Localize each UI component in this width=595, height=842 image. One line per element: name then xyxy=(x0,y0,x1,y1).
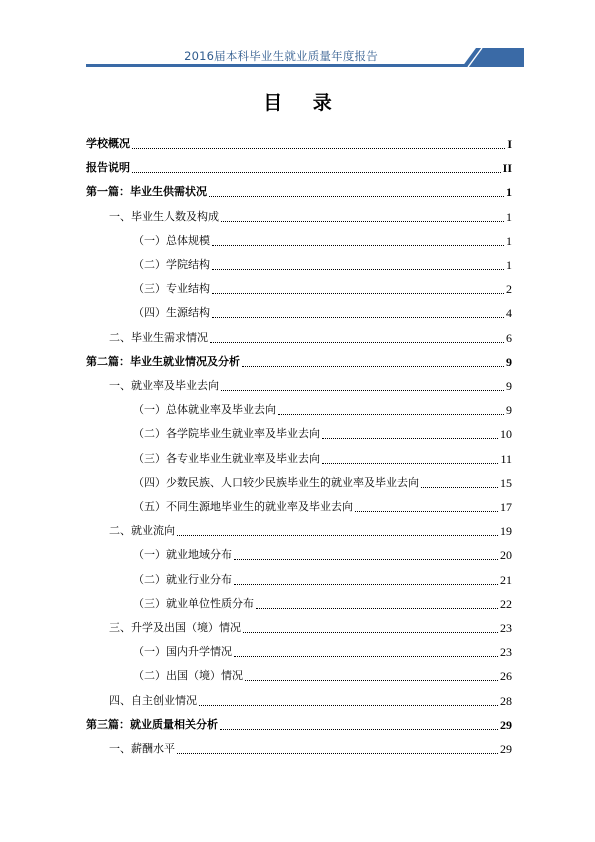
toc-entry[interactable] xyxy=(133,256,512,272)
toc-dot-leader xyxy=(212,293,504,294)
toc-dot-leader xyxy=(132,172,501,173)
toc-page-number: 1 xyxy=(506,209,512,224)
toc-page-number: 29 xyxy=(500,742,512,756)
toc-dot-leader xyxy=(199,705,498,706)
toc-entry[interactable] xyxy=(109,522,512,538)
toc-entry-label: （五）不同生源地毕业生的就业率及毕业去向 xyxy=(133,500,353,513)
toc-entry[interactable] xyxy=(133,401,512,417)
toc-entry-label: （四）生源结构 xyxy=(133,306,210,320)
toc-dot-leader xyxy=(256,608,498,609)
toc-page-number: 1 xyxy=(506,258,512,272)
toc-entry-label: 二、就业流向 xyxy=(109,524,175,538)
toc-entry[interactable] xyxy=(109,740,512,756)
toc-page-number: 2 xyxy=(506,282,512,297)
toc-entry[interactable] xyxy=(133,450,512,466)
toc-entry[interactable] xyxy=(133,546,512,562)
toc-entry-label: （二）学院结构 xyxy=(133,258,210,271)
toc-entry[interactable] xyxy=(86,159,512,175)
toc-entry-label: （二）出国（境）情况 xyxy=(133,669,243,683)
toc-entry-label: 学校概况 xyxy=(86,137,130,150)
toc-dot-leader xyxy=(212,269,504,270)
toc-entry[interactable] xyxy=(86,135,512,151)
toc-page-number: 4 xyxy=(506,306,512,321)
toc-page-number: 26 xyxy=(500,669,512,684)
toc-dot-leader xyxy=(243,632,498,633)
toc-page-number: I xyxy=(507,137,512,151)
toc-dot-leader xyxy=(234,584,498,585)
toc-entry-label: （四）少数民族、人口较少民族毕业生的就业率及毕业去向 xyxy=(133,475,419,489)
toc-entry-label: （二）就业行业分布 xyxy=(133,572,232,586)
toc-dot-leader xyxy=(209,196,504,197)
toc-dot-leader xyxy=(212,245,504,246)
toc-page-number: 17 xyxy=(500,500,512,514)
toc-dot-leader xyxy=(177,535,498,536)
toc-entry[interactable] xyxy=(109,619,512,635)
toc-entry-label: 第三篇：就业质量相关分析 xyxy=(86,717,218,731)
toc-dot-leader xyxy=(210,342,504,343)
toc-entry[interactable] xyxy=(133,232,512,248)
toc-entry[interactable] xyxy=(133,643,512,659)
toc-entry-label: 第一篇：毕业生供需状况 xyxy=(86,185,207,199)
toc-entry[interactable] xyxy=(133,425,512,441)
toc-page-number: 22 xyxy=(500,596,512,611)
toc-entry-label: 二、毕业生需求情况 xyxy=(109,330,208,344)
toc-entry-label: （三）各专业毕业生就业率及毕业去向 xyxy=(133,451,320,465)
toc-page-number: 15 xyxy=(500,475,512,490)
toc-dot-leader xyxy=(212,317,504,318)
toc-dot-leader xyxy=(234,559,498,560)
toc-dot-leader xyxy=(322,463,498,464)
toc-entry[interactable] xyxy=(133,498,512,514)
toc-page-number: 28 xyxy=(500,693,512,708)
toc-entry-label: 报告说明 xyxy=(86,161,130,175)
toc-entry[interactable] xyxy=(86,183,512,199)
toc-entry-label: （三）就业单位性质分布 xyxy=(133,596,254,610)
toc-entry[interactable] xyxy=(133,667,512,683)
toc-dot-leader xyxy=(421,487,498,488)
header-title: 2016届本科毕业生就业质量年度报告 xyxy=(184,49,378,63)
toc-page-number: 19 xyxy=(500,524,512,539)
toc-page-number: 1 xyxy=(506,233,512,248)
toc-entry-label: 三、升学及出国（境）情况 xyxy=(109,621,241,634)
toc-entry[interactable] xyxy=(133,595,512,611)
toc-dot-leader xyxy=(278,414,504,415)
toc-entry-label: 第二篇：毕业生就业情况及分析 xyxy=(86,354,240,368)
toc-entry[interactable] xyxy=(109,377,512,393)
toc-page-number: 20 xyxy=(500,548,512,563)
toc-dot-leader xyxy=(221,221,504,222)
toc-entry[interactable] xyxy=(109,329,512,345)
toc-entry[interactable] xyxy=(133,304,512,320)
toc-entry-label: 一、就业率及毕业去向 xyxy=(109,379,219,392)
toc-entry[interactable] xyxy=(86,716,512,732)
toc-dot-leader xyxy=(234,656,498,657)
toc-page-number: 9 xyxy=(506,354,512,369)
toc-entry[interactable] xyxy=(133,571,512,587)
toc-dot-leader xyxy=(242,366,504,367)
toc-entry-label: （一）就业地域分布 xyxy=(133,548,232,562)
toc-dot-leader xyxy=(132,148,505,149)
toc-page-number: II xyxy=(502,161,512,176)
toc-entry[interactable] xyxy=(109,692,512,708)
toc-page-number: 23 xyxy=(500,645,512,660)
toc-page-number: 1 xyxy=(506,185,512,200)
toc-page-number: 9 xyxy=(506,403,512,418)
toc-dot-leader xyxy=(177,753,498,754)
toc-entry[interactable] xyxy=(133,474,512,490)
toc-dot-leader xyxy=(220,729,498,730)
toc-page-number: 29 xyxy=(500,717,512,732)
toc-page-number: 21 xyxy=(500,572,512,587)
toc-entry-label: （一）总体规模 xyxy=(133,233,210,247)
toc-entry-label: （三）专业结构 xyxy=(133,282,210,296)
toc-entry[interactable] xyxy=(109,208,512,224)
toc-page-number: 6 xyxy=(506,330,512,345)
toc-page-number: 23 xyxy=(500,621,512,635)
toc-entry-label: 四、自主创业情况 xyxy=(109,693,197,707)
toc-entry-label: （二）各学院毕业生就业率及毕业去向 xyxy=(133,427,320,441)
toc-title: 目 录 xyxy=(263,92,344,114)
toc-dot-leader xyxy=(355,511,498,512)
toc-entry[interactable] xyxy=(86,353,512,369)
toc-entry[interactable] xyxy=(133,280,512,296)
toc-entry-label: 一、薪酬水平 xyxy=(109,742,175,755)
toc-page-number: 10 xyxy=(500,427,512,442)
toc-dot-leader xyxy=(322,438,498,439)
toc-dot-leader xyxy=(245,680,498,681)
toc-page-number: 9 xyxy=(506,379,512,393)
toc-entry-label: （一）总体就业率及毕业去向 xyxy=(133,403,276,417)
toc-entry-label: （一）国内升学情况 xyxy=(133,645,232,659)
toc-entry-label: 一、毕业生人数及构成 xyxy=(109,209,219,223)
toc-page-number: 11 xyxy=(500,451,512,466)
toc-dot-leader xyxy=(221,390,504,391)
